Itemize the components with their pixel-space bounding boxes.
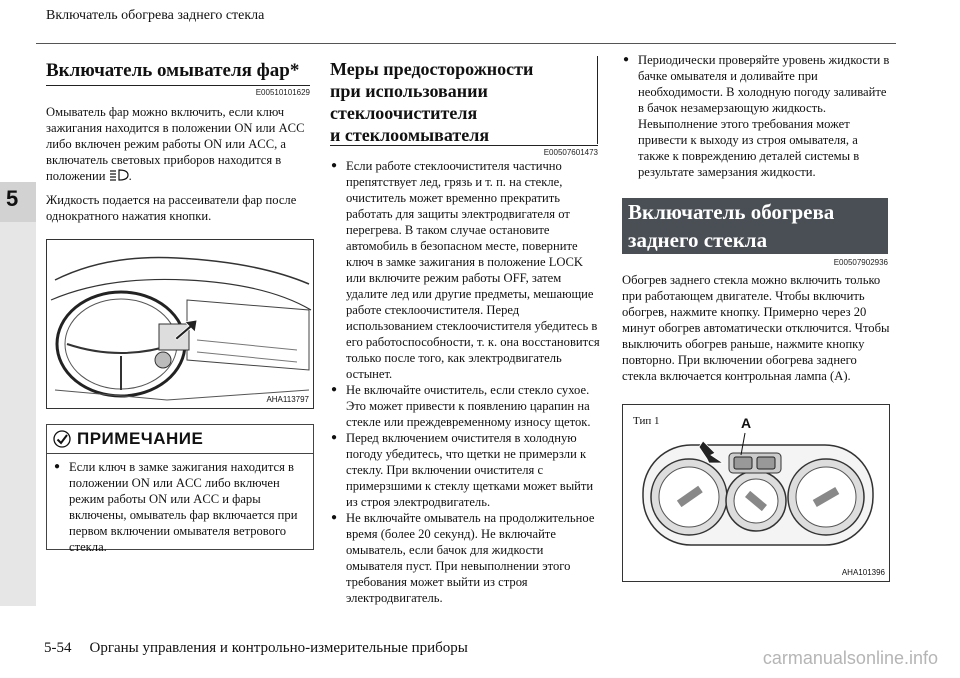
- page-footer: [44, 640, 468, 657]
- washer-fluid-list: [622, 52, 890, 180]
- note-list: [53, 459, 305, 555]
- header-rule: [36, 43, 896, 44]
- section-code: E00507601473: [543, 148, 598, 157]
- title-line: Включатель обогрева: [628, 200, 835, 224]
- list-item: ● Не включайте очиститель, если стекло сухое. Это может привести к появлению царапин на стекле или преждевременному износу щеток.: [330, 382, 600, 430]
- list-item: ● Если ключ в замке зажигания находится в положении ON или ACC либо включен режим работы ON или ACC и фары включены, омыватель фар включается при первом включении омывателя ветрового стекла.: [53, 459, 305, 555]
- section-code: E00507902936: [833, 258, 888, 267]
- list-item: ● Периодически проверяйте уровень жидкости в бачке омывателя и доливайте при необходимости. В холодную погоду заливайте в бачок незамерзающую жидкость. Невыполнение этого требования может привести к выходу из строя омывателя, а также к повреждению деталей системы в результате замерзания жидкости.: [622, 52, 890, 180]
- title-line: при использовании: [330, 81, 488, 101]
- figure-code: AHA101396: [841, 568, 885, 577]
- banner-title: [622, 198, 888, 260]
- figure-dashboard: [46, 239, 314, 409]
- title-line: стеклоочистителя: [330, 103, 478, 123]
- note-header: [47, 425, 313, 454]
- section-title-headlamp-washer: Включатель омывателя фар*: [46, 60, 300, 81]
- figure-type-label: Тип 1: [633, 415, 660, 427]
- figure-code: AHA113797: [266, 395, 309, 404]
- dashboard-illustration: [47, 240, 313, 408]
- figure-climate-panel: [622, 404, 890, 582]
- callout-label: A: [741, 415, 752, 431]
- running-title: Включатель обогрева заднего стекла: [46, 8, 265, 23]
- precautions-list: [330, 158, 600, 606]
- page-number: 5-54: [44, 640, 72, 656]
- title-side-rule: [597, 56, 598, 144]
- list-item: ● Перед включением очистителя в холодную погоду убедитесь, что щетки не примерзли к стеклу. При включении очистителя с примерзшими к стеклу щетками может выйти из строя электродвигатель.: [330, 430, 600, 510]
- checkmark-icon: [53, 430, 71, 448]
- list-item: ● Если работе стеклоочистителя частично препятствует лед, грязь и т. п. на стекле, очиститель может временно прекратить работать для защиты электродвигателя от перегрева. В таком случае остановите автомобиль в безопасном месте, поверните ключ в замке зажигания в положение LOCK или включите режим работы OFF, затем удалите лед или другие предметы, мешающие работе стеклоочистителя. Перед использованием стеклоочистителя убедитесь в его работоспособности, т. к. она восстановится только после того, как электродвигатель остынет.: [330, 158, 600, 382]
- note-box: [46, 424, 314, 554]
- section-rule: [330, 145, 598, 146]
- paragraph: Жидкость подается на рассеиватели фар после однократного нажатия кнопки.: [46, 193, 297, 223]
- paragraph-text: Омыватель фар можно включить, если ключ зажигания находится в положении ON или ACC либо включен режим работы ON или ACC, а включатель световых приборов находится в положении: [46, 105, 305, 183]
- climate-panel-illustration: [623, 405, 889, 581]
- title-line: и стеклоомывателя: [330, 125, 490, 145]
- col3-text: Обогрев заднего стекла можно включить только при работающем двигателе. Чтобы включить обогрев, нажмите кнопку. Примерно через 20 минут обогрев автоматически отключится. Чтобы выключить обогрев раньше, нажмите кнопку повторно. При включении обогрева заднего стекла включается контрольная лампа (A).: [622, 273, 890, 383]
- paragraph: Омыватель фар можно включить, если ключ зажигания находится в положении ON или ACC либо включен режим работы ON или ACC, а включатель световых приборов находится в положении .: [46, 105, 305, 183]
- chapter-number: 5: [6, 186, 19, 211]
- list-item: ● Не включайте омыватель на продолжительное время (более 20 секунд). Не включайте омыватель, если бачок для жидкости омывателя пуст. При невыполнении этого требования может выйти из строя электродвигатель.: [330, 510, 600, 606]
- title-line: заднего стекла: [628, 228, 768, 252]
- title-line: Меры предосторожности: [330, 59, 534, 79]
- section-rule: [46, 85, 310, 86]
- section-code: E00510101629: [255, 88, 310, 97]
- footer-section: Органы управления и контрольно-измерительные приборы: [89, 640, 468, 656]
- chapter-tab: [0, 182, 36, 606]
- section-title-precautions: [330, 58, 592, 146]
- section-banner-rear-defogger: [622, 198, 888, 254]
- col1-text: [46, 104, 312, 232]
- watermark: carmanualsonline.info: [762, 648, 938, 668]
- headlamp-icon: [109, 169, 129, 181]
- note-title: ПРИМЕЧАНИЕ: [77, 429, 204, 448]
